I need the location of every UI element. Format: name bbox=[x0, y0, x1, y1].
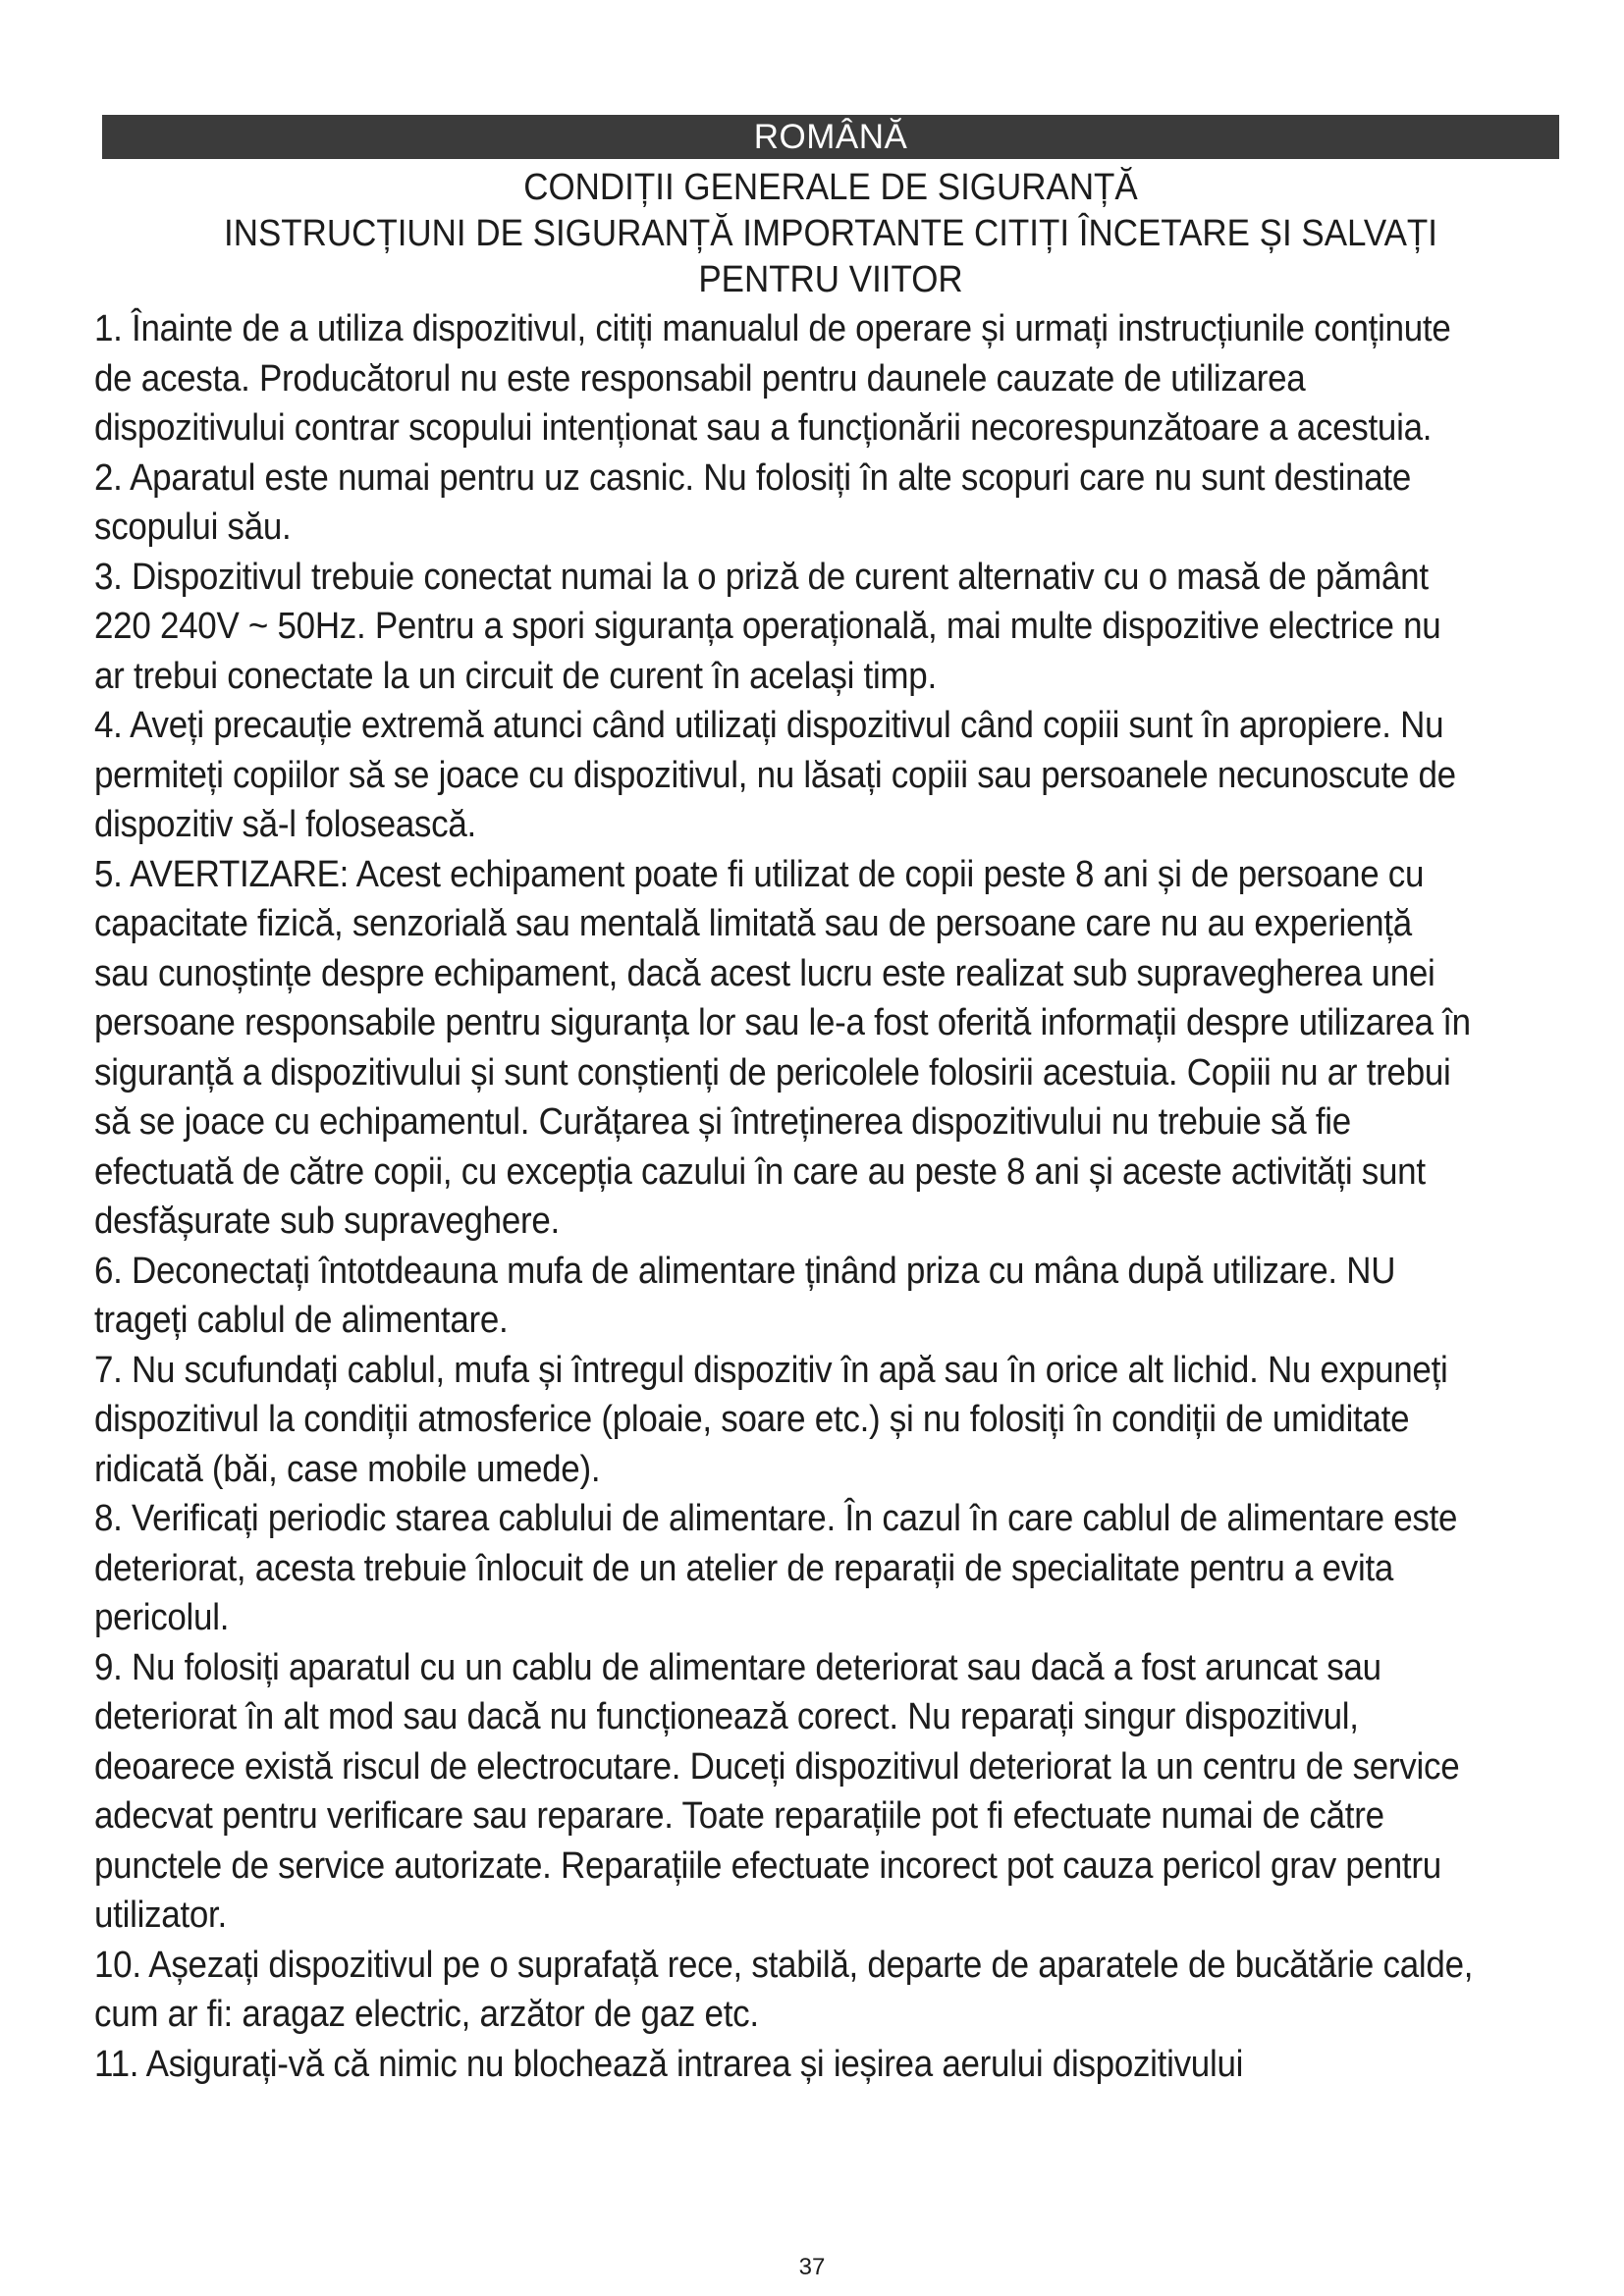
instruction-item: 4. Aveți precauție extremă atunci când utilizați dispozitivul când copiii sunt în apropiere. Nu permiteți copiilor să se joace cu dispozitivul, nu lăsați copiii sau persoanele necunoscute de dispozitiv să-l folosească. bbox=[94, 705, 1456, 845]
instruction-item: 2. Aparatul este numai pentru uz casnic. Nu folosiți în alte scopuri care nu sunt destinate scopului său. bbox=[94, 456, 1412, 548]
instruction-item: 10. Așezați dispozitivul pe o suprafață rece, stabilă, departe de aparatele de bucătărie calde, cum ar fi: aragaz electric, arzător de gaz etc. bbox=[94, 1944, 1474, 2035]
instruction-item: 5. AVERTIZARE: Acest echipament poate fi utilizat de copii peste 8 ani și de persoane cu capacitate fizică, senzorială sau mentală limitată sau de persoane care nu au experiență sau cunoștințe despre echipament, dacă acest lucru este realizat sub supravegherea unei persoane responsabile pentru siguranța lor sau le-a fost oferită informații despre utilizarea în siguranță a dispozitivului și sunt conștienți de pericolele folosirii acestuia. Copiii nu ar trebui să se joace cu echipamentul. Curățarea și întreținerea dispozitivului nu trebuie să fie efectuată de către copii, cu excepția cazului în care au peste 8 ani și aceste activități sunt desfășurate sub supraveghere. bbox=[94, 853, 1471, 1242]
instruction-item: 7. Nu scufundați cablul, mufa și întregul dispozitiv în apă sau în orice alt lichid. Nu expuneți dispozitivul la condiții atmosferice (ploaie, soare etc.) și nu folosiți în condiții de umiditate ridicată (băi, case mobile umede). bbox=[94, 1349, 1448, 1490]
instruction-item: 8. Verificați periodic starea cablului de alimentare. În cazul în care cablul de alimentare este deteriorat, acesta trebuie înlocuit de un atelier de reparații de specialitate pentru a evita pericolul. bbox=[94, 1498, 1458, 1638]
language-header-bar bbox=[102, 115, 1559, 159]
instruction-item: 1. Înainte de a utiliza dispozitivul, citiți manualul de operare și urmați instrucțiunile conținute de acesta. Producătorul nu este responsabil pentru daunele cauzate de utilizarea dispozitivului contrar scopului intenționat sau a funcționării necorespunzătoare a acestuia. bbox=[94, 308, 1451, 449]
safety-instructions-list bbox=[94, 304, 1475, 2089]
section-title: CONDIȚII GENERALE DE SIGURANȚĂ bbox=[523, 167, 1138, 208]
section-subtitle-continued: PENTRU VIITOR bbox=[698, 259, 963, 300]
section-subtitle: INSTRUCȚIUNI DE SIGURANȚĂ IMPORTANTE CITIȚI ÎNCETARE ȘI SALVAȚI bbox=[223, 213, 1438, 254]
instruction-item: 9. Nu folosiți aparatul cu un cablu de alimentare deteriorat sau dacă a fost aruncat sau deteriorat în alt mod sau dacă nu funcționează corect. Nu reparați singur dispozitivul, deoarece există riscul de electrocutare. Duceți dispozitivul deteriorat la un centru de service adecvat pentru verificare sau reparare. Toate reparațiile pot fi efectuate numai de către punctele de service autorizate. Reparațiile efectuate incorect pot cauza pericol grav pentru utilizator. bbox=[94, 1646, 1460, 1936]
language-label: ROMÂNĂ bbox=[753, 118, 908, 156]
instruction-item: 11. Asigurați-vă că nimic nu blochează intrarea și ieșirea aerului dispozitivului bbox=[94, 2043, 1244, 2085]
page-number: 37 bbox=[798, 2254, 826, 2280]
instruction-item: 6. Deconectați întotdeauna mufa de alimentare ținând priza cu mâna după utilizare. NU trageți cablul de alimentare. bbox=[94, 1250, 1396, 1341]
instruction-item: 3. Dispozitivul trebuie conectat numai la o priză de curent alternativ cu o masă de pământ 220 240V ~ 50Hz. Pentru a spori siguranța operațională, mai multe dispozitive electrice nu ar trebui conectate la un circuit de curent în același timp. bbox=[94, 556, 1441, 697]
